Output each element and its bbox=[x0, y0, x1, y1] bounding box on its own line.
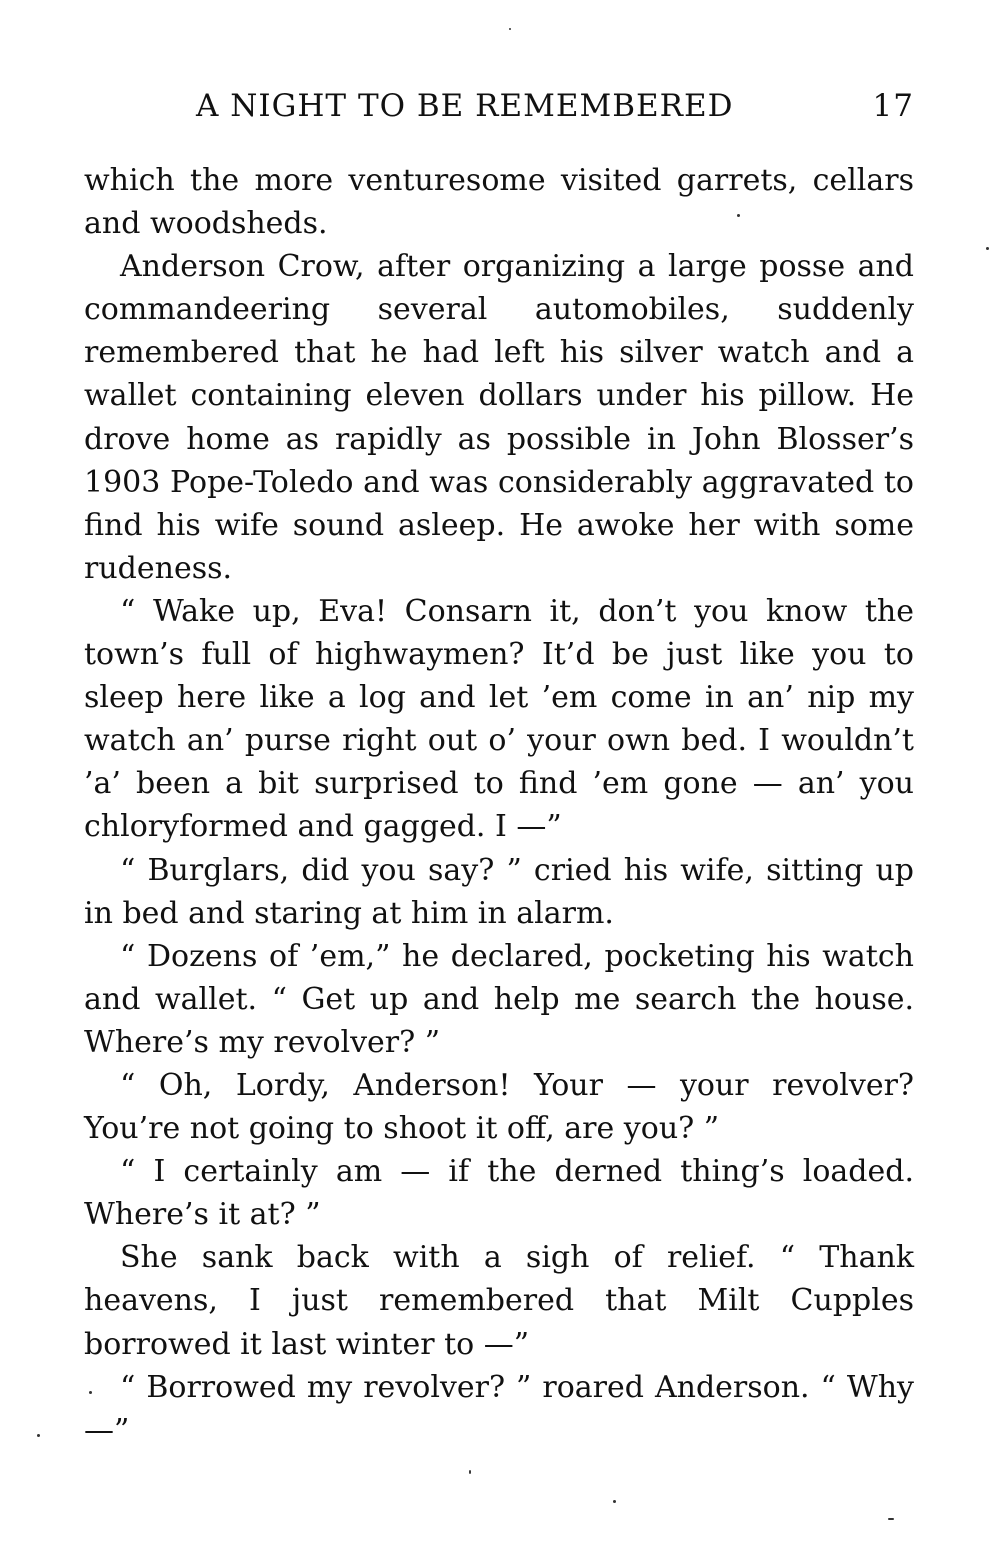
paragraph: “ I certainly am — if the derned thing’s loaded. Where’s it at? ” bbox=[84, 1154, 914, 1233]
paragraph: “ Borrowed my revolver? ” roared Anderson. “ Why —” bbox=[84, 1369, 914, 1448]
scan-speck bbox=[737, 214, 740, 217]
scan-speck bbox=[986, 247, 989, 250]
paragraph: “ Burglars, did you say? ” cried his wife, sitting up in bed and staring at him in alarm. bbox=[84, 852, 914, 931]
scan-speck bbox=[509, 28, 511, 30]
paragraph: “ Dozens of ’em,” he declared, pocketing his watch and wallet. “ Get up and help me search the house. Where’s my revolver? ” bbox=[84, 938, 914, 1060]
scan-speck bbox=[37, 1434, 40, 1437]
scan-speck bbox=[613, 1500, 616, 1503]
paragraph: which the more venturesome visited garrets, cellars and woodsheds. bbox=[84, 163, 914, 242]
running-title: A NIGHT TO BE REMEMBERED bbox=[196, 88, 734, 124]
scan-speck bbox=[89, 1391, 92, 1394]
paragraph: “ Oh, Lordy, Anderson! Your — your revolver? You’re not going to shoot it off, are you? ” bbox=[84, 1067, 914, 1147]
body-text bbox=[84, 159, 914, 1452]
scan-speck bbox=[469, 1470, 471, 1474]
paragraph: Anderson Crow, after organizing a large posse and commandeering several automobiles, suddenly remembered that he had left his silver watch and a wallet containing eleven dollars under his pillow. He drove home as rapidly as possible in John Blosser’s 1903 Pope-Toledo and was considerably aggravated to find his wife sound asleep. He awoke her with some rudeness. bbox=[84, 249, 914, 586]
running-head bbox=[84, 88, 914, 132]
paragraph: “ Wake up, Eva! Consarn it, don’t you know the town’s full of highwaymen? It’d be just like you to sleep here like a log and let ’em come in an’ nip my watch an’ purse right out o’ your own bed. I wouldn’t ’a’ been a bit surprised to find ’em gone — an’ you chloryformed and gagged. I —” bbox=[84, 593, 914, 845]
paragraph: She sank back with a sigh of relief. “ Thank heavens, I just remembered that Milt Cupples borrowed it last winter to —” bbox=[84, 1240, 914, 1362]
scan-speck bbox=[888, 1518, 894, 1520]
page-number: 17 bbox=[872, 88, 914, 124]
